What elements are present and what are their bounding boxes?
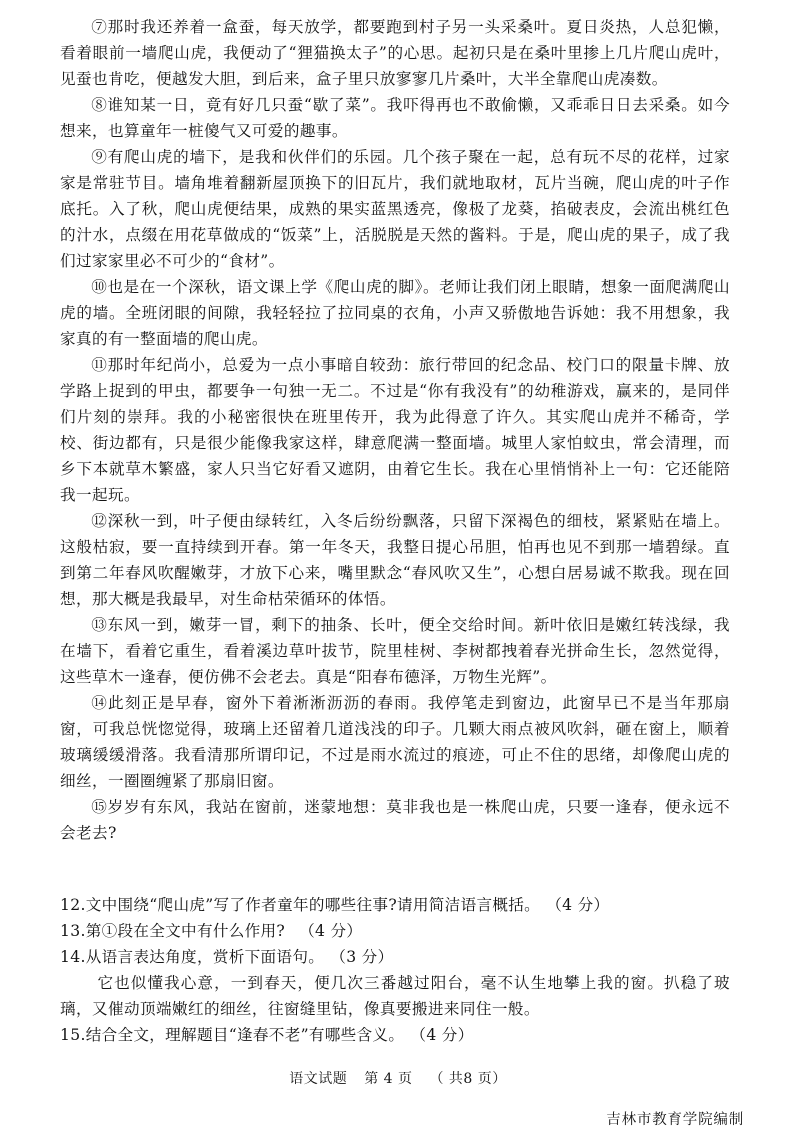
- page-footer: [0, 1068, 796, 1088]
- question-14-quote: 它也似懂我心意，一到春天，便几次三番越过阳台，毫不认生地攀上我的窗。扒稳了玻璃，又催动顶端嫩红的细丝，往窗缝里钻，像真要搬进来同住一般。: [60, 974, 730, 1018]
- reading-passage: [60, 14, 730, 846]
- footer-total-pages: （ 共8 页）: [429, 1071, 507, 1087]
- publisher-credit: 吉林市教育学院编制: [606, 1112, 744, 1128]
- paragraph-14: ⑭此刻正是早春，窗外下着淅淅沥沥的春雨。我停笔走到窗边，此窗早已不是当年那扇窗，可我总恍惚觉得，玻璃上还留着几道浅浅的印子。几颗大雨点被风吹斜，砸在窗上，顺着玻璃缓缓滑落。我看清那所谓印记，不过是雨水流过的痕迹，可止不住的思绪，却像爬山虎的细丝，一圈圈缠紧了那扇旧窗。: [60, 694, 730, 790]
- paragraph-9: ⑨有爬山虎的墙下，是我和伙伴们的乐园。几个孩子聚在一起，总有玩不尽的花样，过家家是常驻节目。墙角堆着翻新屋顶换下的旧瓦片，我们就地取材，瓦片当碗，爬山虎的叶子作底托。入了秋，爬山虎便结果，成熟的果实蓝黑透亮，像极了龙葵，掐破表皮，会流出桃红色的汁水，点缀在用花草做成的“饭菜”上，活脱脱是天然的酱料。于是，爬山虎的果子，成了我们过家家里必不可少的“食材”。: [60, 148, 730, 270]
- question-text: 14.从语言表达角度，赏析下面语句。: [60, 948, 325, 966]
- paragraph-7: ⑦那时我还养着一盒蚕，每天放学，都要跑到村子另一头采桑叶。夏日炎热，人总犯懒，看着眼前一墙爬山虎，我便动了“狸猫换太子”的心思。起初只是在桑叶里掺上几片爬山虎叶，见蚕也肯吃，便越发大胆，到后来，盒子里只放寥寥几片桑叶，大半全靠爬山虎凑数。: [60, 18, 730, 88]
- question-13: [60, 918, 730, 944]
- paragraph-13: ⑬东风一到，嫩芽一冒，剩下的抽条、长叶，便全交给时间。新叶依旧是嫩红转浅绿，我在墙下，看着它重生，看着溪边草叶拔节，院里桂树、李树都拽着春光拼命生长，忽然觉得，这些草木一逢春，便仿佛不会老去。真是“阳春布德泽，万物生光辉”。: [60, 616, 730, 686]
- question-score: （3 分）: [338, 948, 394, 966]
- question-14: [60, 944, 730, 970]
- question-12: [60, 892, 730, 918]
- question-text: 12.文中围绕“爬山虎”写了作者童年的哪些往事?请用简洁语言概括。: [60, 896, 541, 914]
- question-score: （4 分）: [418, 1026, 474, 1044]
- paragraph-15: ⑮岁岁有东风，我站在窗前，迷蒙地想：莫非我也是一株爬山虎，只要一逢春，便永远不会老去?: [60, 798, 730, 842]
- question-score: （4 分）: [299, 922, 363, 940]
- question-text: 13.第①段在全文中有什么作用?: [60, 922, 286, 940]
- paragraph-11: ⑪那时年纪尚小，总爱为一点小事暗自较劲：旅行带回的纪念品、校门口的限量卡牌、放学路上捉到的甲虫，都要争一句独一无二。不过是“你有我没有”的幼稚游戏，赢来的，是同伴们片刻的崇拜。我的小秘密很快在班里传开，我为此得意了许久。其实爬山虎并不稀奇，学校、街边都有，只是很少能像我家这样，肆意爬满一整面墙。城里人家怕蚊虫，常会清理，而乡下本就草木繁盛，家人只当它好看又遮阴，由着它生长。我在心里悄悄补上一句：它还能陪我一起玩。: [60, 356, 730, 504]
- question-15: [60, 1022, 730, 1048]
- paragraph-10: ⑩也是在一个深秋，语文课上学《爬山虎的脚》。老师让我们闭上眼睛，想象一面爬满爬山虎的墙。全班闭眼的间隙，我轻轻拉了拉同桌的衣角，小声又骄傲地告诉她：我不用想象，我家真的有一整面墙的爬山虎。: [60, 278, 730, 348]
- question-text: 15.结合全文，理解题目“逢春不老”有哪些含义。: [60, 1026, 405, 1044]
- footer-page-number: 第 4 页: [364, 1071, 413, 1087]
- paragraph-12: ⑫深秋一到，叶子便由绿转红，入冬后纷纷飘落，只留下深褐色的细枝，紧紧贴在墙上。这般枯寂，要一直持续到开春。第一年冬天，我整日提心吊胆，怕再也见不到那一墙碧绿。直到第二年春风吹醒嫩芽，才放下心来，嘴里默念“春风吹又生”，心想白居易诚不欺我。现在回想，那大概是我最早，对生命枯荣循环的体悟。: [60, 512, 730, 608]
- paragraph-8: ⑧谁知某一日，竟有好几只蚕“歇了菜”。我吓得再也不敢偷懒，又乖乖日日去采桑。如今想来，也算童年一桩傻气又可爱的趣事。: [60, 96, 730, 140]
- question-score: （4 分）: [554, 896, 610, 914]
- question-list: [60, 892, 730, 1048]
- footer-subject: 语文试题: [289, 1071, 348, 1087]
